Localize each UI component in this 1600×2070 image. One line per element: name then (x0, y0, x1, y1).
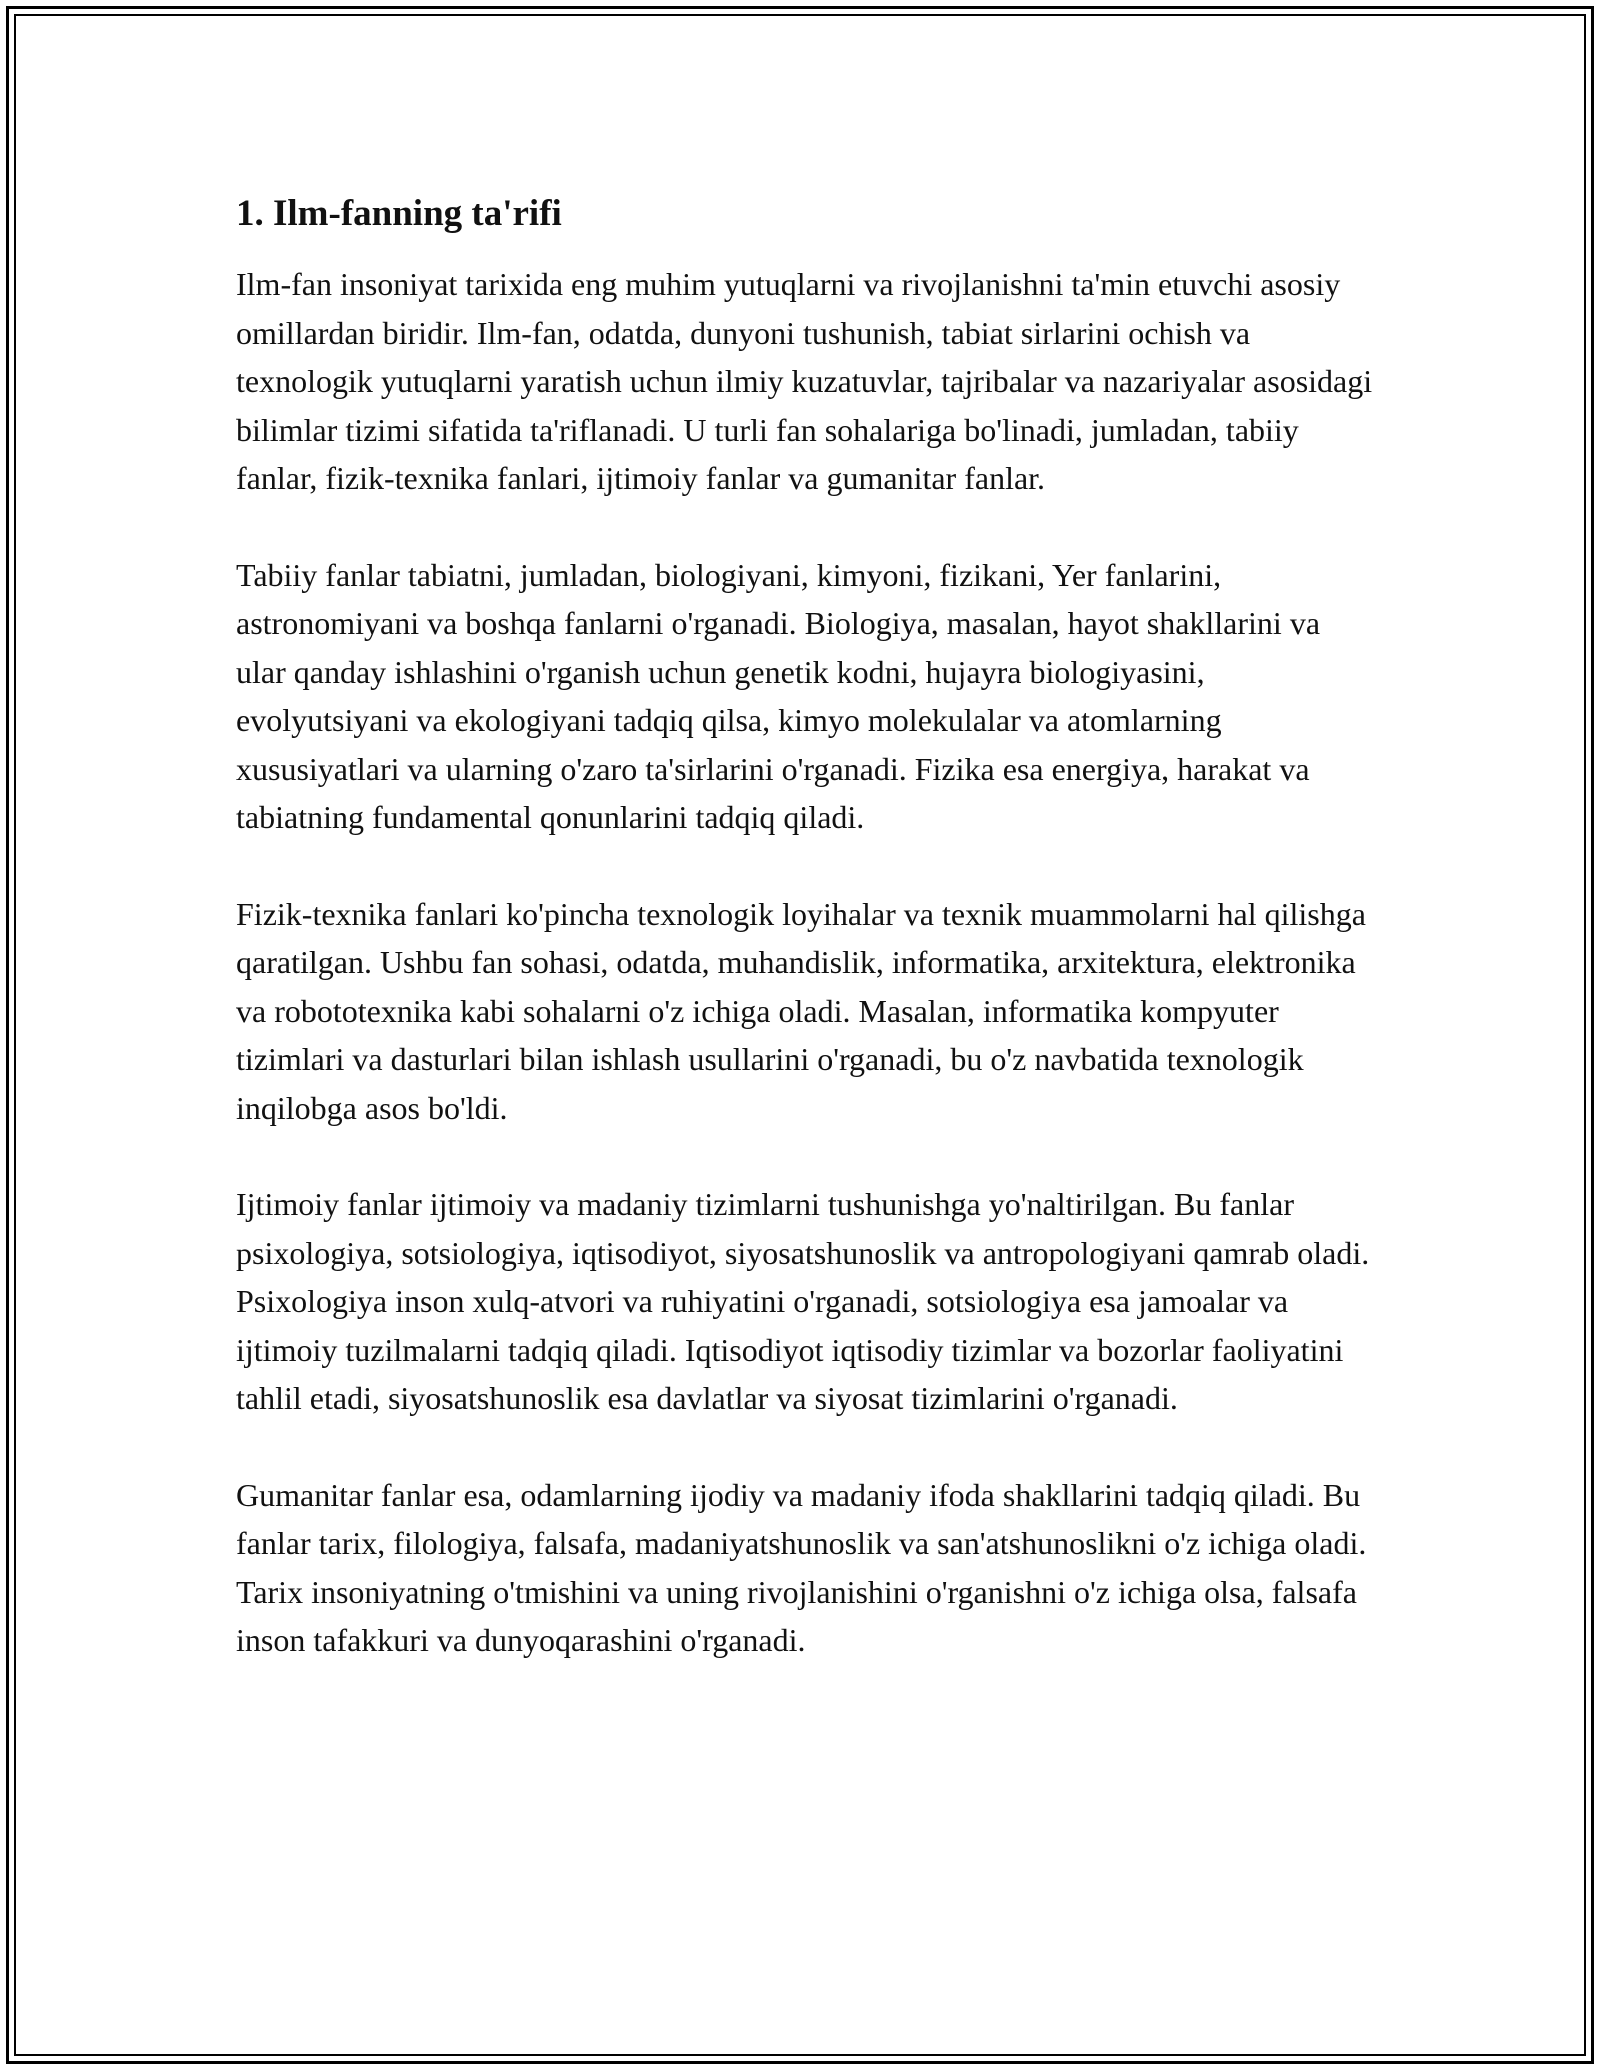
paragraph-technical-sciences: Fizik-texnika fanlari ko'pincha texnologik loyihalar va texnik muammolarni hal qilishga qaratilgan. Ushbu fan sohasi, odatda, muhandislik, informatika, arxitektura, elektronika va robototexnika kabi sohalarni o'z ichiga oladi. Masalan, informatika kompyuter tizimlari va dasturlari bilan ishlash usullarini o'rganadi, bu o'z navbatida texnologik inqilobga asos bo'ldi. (236, 895, 1366, 1126)
paragraph-social-sciences: Ijtimoiy fanlar ijtimoiy va madaniy tizimlarni tushunishga yo'naltirilgan. Bu fanlar psixologiya, sotsiologiya, iqtisodiyot, siyosatshunoslik va antropologiyani qamrab oladi. Psixologiya inson xulq-atvori va ruhiyatini o'rganadi, sotsiologiya esa jamoalar va ijtimoiy tuzilmalarni tadqiq qiladi. Iqtisodiyot iqtisodiy tizimlar va bozorlar faoliyatini tahlil etadi, siyosatshunoslik esa davlatlar va siyosat tizimlarini o'rganadi. (236, 1186, 1370, 1416)
section-title: 1. Ilm-fanning ta'rifi (236, 193, 562, 234)
document-body (236, 186, 1376, 1665)
paragraph-humanities: Gumanitar fanlar esa, odamlarning ijodiy va madaniy ifoda shakllarini tadqiq qiladi. Bu fanlar tarix, filologiya, falsafa, madaniyatshunoslik va san'atshunoslikni o'z ichiga oladi. Tarix insoniyatning o'tmishini va uning rivojlanishini o'rganishni o'z ichiga olsa, falsafa inson tafakkuri va dunyoqarashini o'rganadi. (236, 1476, 1367, 1658)
paragraph-natural-sciences: Tabiiy fanlar tabiatni, jumladan, biologiyani, kimyoni, fizikani, Yer fanlarini, astronomiyani va boshqa fanlarni o'rganadi. Biologiya, masalan, hayot shakllarini va ular qanday ishlashini o'rganish uchun genetik kodni, hujayra biologiyasini, evolyutsiyani va ekologiyani tadqiq qilsa, kimyo molekulalar va atomlarning xususiyatlari va ularning o'zaro ta'sirlarini o'rganadi. Fizika esa energiya, harakat va tabiatning fundamental qonunlarini tadqiq qiladi. (236, 556, 1321, 835)
paragraph-definition: Ilm-fan insoniyat tarixida eng muhim yutuqlarni va rivojlanishni ta'min etuvchi asosiy omillardan biridir. Ilm-fan, odatda, dunyoni tushunish, tabiat sirlarini ochish va texnologik yutuqlarni yaratish uchun ilmiy kuzatuvlar, tajribalar va nazariyalar asosidagi bilimlar tizimi sifatida ta'riflanadi. U turli fan sohalariga bo'linadi, jumladan, tabiiy fanlar, fizik-texnika fanlari, ijtimoiy fanlar va gumanitar fanlar. (236, 266, 1373, 496)
